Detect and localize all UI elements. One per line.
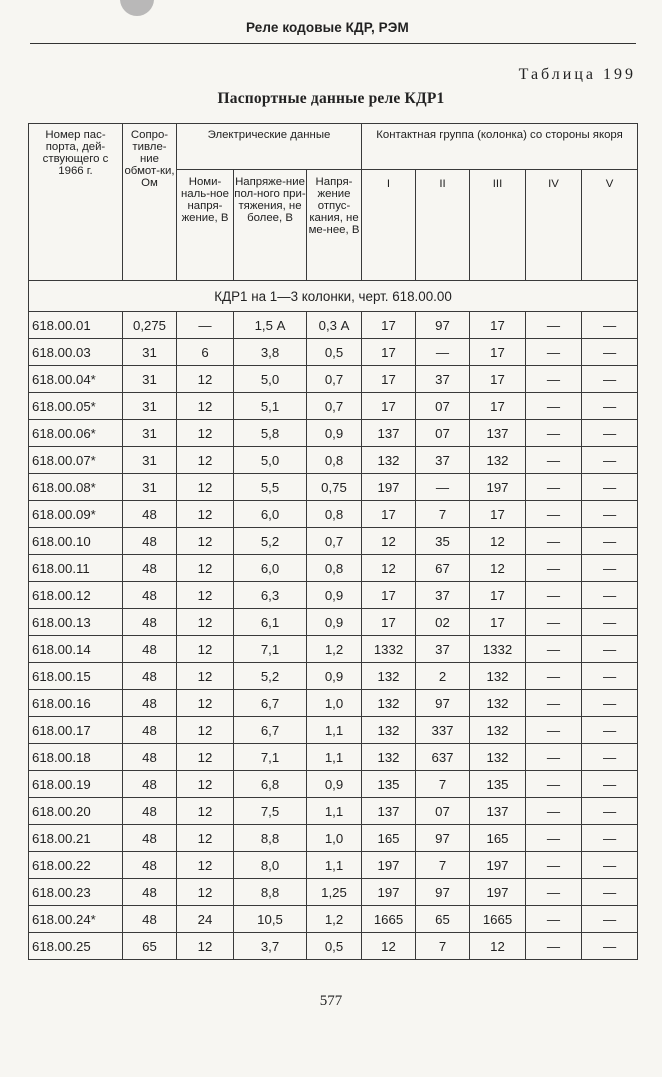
cell-contact-iv: — [526,447,582,474]
cell-contact-iv: — [526,906,582,933]
cell-contact-ii: 37 [416,636,470,663]
cell-dropout-voltage: 0,75 [307,474,362,501]
cell-resistance: 48 [123,555,177,582]
cell-nominal-voltage: 12 [177,636,234,663]
cell-contact-v: — [582,771,638,798]
cell-passport-number: 618.00.05* [29,393,123,420]
table-row [29,339,638,366]
cell-pickup-voltage: 6,0 [234,501,307,528]
cell-contact-i: 137 [362,798,416,825]
table-title: Паспортные данные реле КДР1 [217,90,445,107]
cell-contact-ii: 637 [416,744,470,771]
cell-pickup-voltage: 6,7 [234,690,307,717]
header-passport-number: Номер пас-порта, дей-ствующего с 1966 г. [29,124,123,281]
cell-dropout-voltage: 1,1 [307,717,362,744]
table-row [29,879,638,906]
cell-passport-number: 618.00.07* [29,447,123,474]
cell-contact-i: 132 [362,690,416,717]
cell-contact-i: 17 [362,312,416,339]
cell-dropout-voltage: 0,9 [307,420,362,447]
cell-contact-ii: 7 [416,852,470,879]
cell-passport-number: 618.00.23 [29,879,123,906]
cell-contact-iii: 197 [470,474,526,501]
cell-contact-v: — [582,609,638,636]
header-column-v: V [582,170,638,281]
cell-contact-ii: 97 [416,879,470,906]
cell-nominal-voltage: 12 [177,771,234,798]
cell-dropout-voltage: 0,9 [307,582,362,609]
cell-pickup-voltage: 7,5 [234,798,307,825]
cell-contact-iii: 17 [470,393,526,420]
table-row [29,717,638,744]
cell-contact-i: 197 [362,474,416,501]
cell-contact-iv: — [526,717,582,744]
header-column-iv: IV [526,170,582,281]
cell-contact-i: 165 [362,825,416,852]
cell-passport-number: 618.00.21 [29,825,123,852]
table-row [29,393,638,420]
cell-nominal-voltage: 12 [177,690,234,717]
cell-contact-i: 17 [362,609,416,636]
cell-contact-v: — [582,582,638,609]
cell-pickup-voltage: 1,5 А [234,312,307,339]
cell-contact-iv: — [526,879,582,906]
cell-resistance: 48 [123,744,177,771]
cell-contact-iv: — [526,366,582,393]
cell-resistance: 65 [123,933,177,960]
cell-contact-iv: — [526,852,582,879]
cell-contact-ii: 7 [416,933,470,960]
cell-pickup-voltage: 7,1 [234,636,307,663]
header-column-i: I [362,170,416,281]
cell-contact-ii: 07 [416,420,470,447]
cell-dropout-voltage: 0,9 [307,771,362,798]
cell-nominal-voltage: 12 [177,420,234,447]
cell-pickup-voltage: 6,1 [234,609,307,636]
cell-contact-i: 132 [362,447,416,474]
cell-dropout-voltage: 0,9 [307,663,362,690]
cell-resistance: 48 [123,798,177,825]
cell-passport-number: 618.00.16 [29,690,123,717]
cell-resistance: 48 [123,663,177,690]
cell-resistance: 48 [123,879,177,906]
cell-contact-i: 137 [362,420,416,447]
cell-contact-v: — [582,690,638,717]
cell-resistance: 48 [123,582,177,609]
cell-contact-iv: — [526,582,582,609]
cell-contact-ii: 337 [416,717,470,744]
cell-passport-number: 618.00.19 [29,771,123,798]
header-rule [30,43,636,44]
cell-dropout-voltage: 0,5 [307,339,362,366]
cell-contact-iv: — [526,825,582,852]
cell-dropout-voltage: 1,1 [307,798,362,825]
cell-nominal-voltage: 12 [177,825,234,852]
cell-contact-iii: 17 [470,609,526,636]
cell-contact-i: 135 [362,771,416,798]
cell-contact-v: — [582,474,638,501]
cell-nominal-voltage: 24 [177,906,234,933]
cell-contact-iii: 137 [470,420,526,447]
cell-contact-ii: 97 [416,690,470,717]
cell-contact-v: — [582,555,638,582]
cell-dropout-voltage: 0,8 [307,555,362,582]
cell-contact-ii: 02 [416,609,470,636]
cell-contact-iii: 17 [470,582,526,609]
cell-passport-number: 618.00.13 [29,609,123,636]
cell-resistance: 31 [123,393,177,420]
cell-dropout-voltage: 0,7 [307,528,362,555]
cell-contact-iv: — [526,312,582,339]
cell-pickup-voltage: 6,3 [234,582,307,609]
page-number: 577 [319,993,343,1009]
cell-contact-iv: — [526,771,582,798]
cell-dropout-voltage: 1,0 [307,825,362,852]
cell-contact-i: 132 [362,744,416,771]
cell-resistance: 31 [123,339,177,366]
cell-resistance: 31 [123,447,177,474]
header-pickup-voltage: Напряже-ние пол-ного при-тяжения, не более, В [234,170,307,281]
cell-contact-iii: 12 [470,933,526,960]
cell-pickup-voltage: 5,2 [234,528,307,555]
table-row [29,690,638,717]
cell-resistance: 48 [123,825,177,852]
header-electrical-data: Электрические данные [177,124,362,170]
cell-dropout-voltage: 0,5 [307,933,362,960]
cell-dropout-voltage: 0,3 А [307,312,362,339]
cell-contact-iv: — [526,663,582,690]
cell-contact-v: — [582,933,638,960]
cell-nominal-voltage: 12 [177,474,234,501]
table-row [29,744,638,771]
cell-contact-iii: 137 [470,798,526,825]
cell-contact-iv: — [526,636,582,663]
cell-contact-v: — [582,744,638,771]
cell-pickup-voltage: 5,0 [234,366,307,393]
cell-contact-ii: 37 [416,366,470,393]
cell-passport-number: 618.00.22 [29,852,123,879]
header-contact-group: Контактная группа (колонка) со стороны якоря [362,124,638,170]
cell-nominal-voltage: 12 [177,717,234,744]
cell-dropout-voltage: 1,2 [307,906,362,933]
cell-contact-iii: 132 [470,744,526,771]
cell-pickup-voltage: 6,8 [234,771,307,798]
cell-contact-i: 17 [362,366,416,393]
header-column-iii: III [470,170,526,281]
cell-dropout-voltage: 1,1 [307,744,362,771]
cell-resistance: 48 [123,771,177,798]
cell-contact-iv: — [526,420,582,447]
cell-contact-i: 12 [362,528,416,555]
cell-contact-ii: — [416,474,470,501]
table-row [29,906,638,933]
cell-nominal-voltage: 12 [177,852,234,879]
header-winding-resistance: Сопро-тивле-ние обмот-ки, Ом [123,124,177,281]
cell-contact-ii: 2 [416,663,470,690]
cell-contact-v: — [582,852,638,879]
cell-nominal-voltage: 12 [177,798,234,825]
cell-pickup-voltage: 8,8 [234,825,307,852]
cell-nominal-voltage: 12 [177,879,234,906]
cell-contact-iv: — [526,339,582,366]
cell-contact-iii: 132 [470,663,526,690]
cell-dropout-voltage: 1,2 [307,636,362,663]
cell-contact-v: — [582,663,638,690]
cell-contact-iii: 135 [470,771,526,798]
cell-nominal-voltage: 12 [177,501,234,528]
cell-contact-iii: 17 [470,312,526,339]
cell-nominal-voltage: 12 [177,744,234,771]
cell-dropout-voltage: 0,8 [307,447,362,474]
cell-contact-i: 197 [362,879,416,906]
cell-contact-v: — [582,528,638,555]
cell-contact-iv: — [526,501,582,528]
cell-contact-v: — [582,366,638,393]
cell-contact-iii: 132 [470,690,526,717]
cell-contact-v: — [582,825,638,852]
cell-passport-number: 618.00.25 [29,933,123,960]
table-row [29,933,638,960]
cell-dropout-voltage: 1,0 [307,690,362,717]
cell-nominal-voltage: 6 [177,339,234,366]
cell-contact-iv: — [526,393,582,420]
cell-contact-i: 17 [362,501,416,528]
cell-nominal-voltage: 12 [177,609,234,636]
cell-pickup-voltage: 8,8 [234,879,307,906]
cell-contact-ii: 97 [416,825,470,852]
cell-contact-iv: — [526,744,582,771]
cell-resistance: 48 [123,690,177,717]
cell-dropout-voltage: 0,7 [307,366,362,393]
cell-contact-iv: — [526,690,582,717]
cell-resistance: 31 [123,366,177,393]
section-row [29,281,638,312]
cell-resistance: 48 [123,717,177,744]
cell-passport-number: 618.00.17 [29,717,123,744]
cell-contact-i: 17 [362,339,416,366]
cell-contact-iii: 197 [470,852,526,879]
cell-contact-v: — [582,393,638,420]
cell-passport-number: 618.00.14 [29,636,123,663]
cell-contact-v: — [582,717,638,744]
cell-contact-v: — [582,798,638,825]
cell-contact-i: 132 [362,663,416,690]
table-row [29,474,638,501]
cell-dropout-voltage: 1,1 [307,852,362,879]
cell-contact-ii: — [416,339,470,366]
cell-resistance: 31 [123,420,177,447]
cell-contact-ii: 65 [416,906,470,933]
cell-nominal-voltage: 12 [177,447,234,474]
cell-nominal-voltage: 12 [177,663,234,690]
cell-pickup-voltage: 5,2 [234,663,307,690]
table-row [29,555,638,582]
cell-contact-i: 132 [362,717,416,744]
cell-contact-iii: 12 [470,528,526,555]
cell-pickup-voltage: 5,8 [234,420,307,447]
cell-contact-ii: 37 [416,582,470,609]
cell-contact-i: 17 [362,582,416,609]
cell-contact-i: 197 [362,852,416,879]
cell-contact-iii: 165 [470,825,526,852]
cell-passport-number: 618.00.09* [29,501,123,528]
cell-contact-iii: 17 [470,501,526,528]
cell-nominal-voltage: — [177,312,234,339]
cell-resistance: 0,275 [123,312,177,339]
table-row [29,366,638,393]
cell-contact-iv: — [526,528,582,555]
cell-contact-v: — [582,879,638,906]
cell-contact-ii: 7 [416,771,470,798]
cell-pickup-voltage: 6,0 [234,555,307,582]
table-row [29,501,638,528]
cell-contact-v: — [582,447,638,474]
cell-pickup-voltage: 5,5 [234,474,307,501]
table-row [29,852,638,879]
cell-contact-iii: 1332 [470,636,526,663]
cell-contact-ii: 97 [416,312,470,339]
table-row [29,312,638,339]
cell-passport-number: 618.00.03 [29,339,123,366]
cell-passport-number: 618.00.08* [29,474,123,501]
cell-resistance: 48 [123,906,177,933]
cell-pickup-voltage: 3,8 [234,339,307,366]
cell-dropout-voltage: 0,8 [307,501,362,528]
table-row [29,420,638,447]
cell-resistance: 48 [123,501,177,528]
cell-passport-number: 618.00.04* [29,366,123,393]
cell-contact-ii: 7 [416,501,470,528]
cell-pickup-voltage: 7,1 [234,744,307,771]
cell-contact-v: — [582,906,638,933]
table-row [29,528,638,555]
cell-passport-number: 618.00.10 [29,528,123,555]
table-row [29,798,638,825]
relay-passport-table [28,123,638,960]
cell-contact-iii: 1665 [470,906,526,933]
table-row [29,663,638,690]
cell-nominal-voltage: 12 [177,393,234,420]
cell-contact-i: 12 [362,555,416,582]
cell-passport-number: 618.00.15 [29,663,123,690]
cell-contact-ii: 07 [416,798,470,825]
cell-pickup-voltage: 5,1 [234,393,307,420]
cell-resistance: 31 [123,474,177,501]
cell-contact-ii: 07 [416,393,470,420]
cell-pickup-voltage: 8,0 [234,852,307,879]
cell-contact-v: — [582,339,638,366]
table-row [29,447,638,474]
header-dropout-voltage: Напря-жение отпус-кания, не ме-нее, В [307,170,362,281]
cell-nominal-voltage: 12 [177,582,234,609]
cell-pickup-voltage: 10,5 [234,906,307,933]
cell-nominal-voltage: 12 [177,528,234,555]
page-corner-blot [120,0,154,16]
cell-contact-ii: 37 [416,447,470,474]
cell-contact-iii: 12 [470,555,526,582]
cell-contact-ii: 67 [416,555,470,582]
table-body [29,281,638,960]
cell-contact-i: 1665 [362,906,416,933]
cell-contact-iii: 17 [470,366,526,393]
cell-contact-iv: — [526,798,582,825]
cell-contact-i: 12 [362,933,416,960]
cell-nominal-voltage: 12 [177,366,234,393]
cell-passport-number: 618.00.20 [29,798,123,825]
cell-contact-v: — [582,420,638,447]
cell-resistance: 48 [123,609,177,636]
cell-contact-iv: — [526,555,582,582]
cell-contact-v: — [582,636,638,663]
cell-contact-iv: — [526,474,582,501]
cell-resistance: 48 [123,852,177,879]
cell-contact-iv: — [526,933,582,960]
cell-contact-i: 17 [362,393,416,420]
table-row [29,771,638,798]
cell-pickup-voltage: 5,0 [234,447,307,474]
table-row [29,636,638,663]
cell-dropout-voltage: 0,7 [307,393,362,420]
cell-dropout-voltage: 0,9 [307,609,362,636]
cell-contact-iv: — [526,609,582,636]
cell-contact-iii: 17 [470,339,526,366]
cell-contact-i: 1332 [362,636,416,663]
header-column-ii: II [416,170,470,281]
cell-resistance: 48 [123,528,177,555]
cell-resistance: 48 [123,636,177,663]
cell-passport-number: 618.00.11 [29,555,123,582]
table-row [29,825,638,852]
cell-dropout-voltage: 1,25 [307,879,362,906]
section-label: КДР1 на 1—3 колонки, черт. 618.00.00 [29,281,638,312]
cell-contact-ii: 35 [416,528,470,555]
cell-passport-number: 618.00.24* [29,906,123,933]
header-nominal-voltage: Номи-наль-ное напря-жение, В [177,170,234,281]
table-row [29,582,638,609]
cell-passport-number: 618.00.12 [29,582,123,609]
cell-contact-iii: 132 [470,447,526,474]
cell-passport-number: 618.00.01 [29,312,123,339]
cell-contact-iii: 197 [470,879,526,906]
cell-pickup-voltage: 3,7 [234,933,307,960]
cell-pickup-voltage: 6,7 [234,717,307,744]
table-number: Таблица 199 [518,66,636,83]
cell-contact-v: — [582,501,638,528]
table-row [29,609,638,636]
cell-contact-v: — [582,312,638,339]
running-head: Реле кодовые КДР, РЭМ [246,20,409,35]
cell-nominal-voltage: 12 [177,933,234,960]
cell-contact-iii: 132 [470,717,526,744]
cell-passport-number: 618.00.18 [29,744,123,771]
cell-passport-number: 618.00.06* [29,420,123,447]
cell-nominal-voltage: 12 [177,555,234,582]
table-header [29,124,638,281]
